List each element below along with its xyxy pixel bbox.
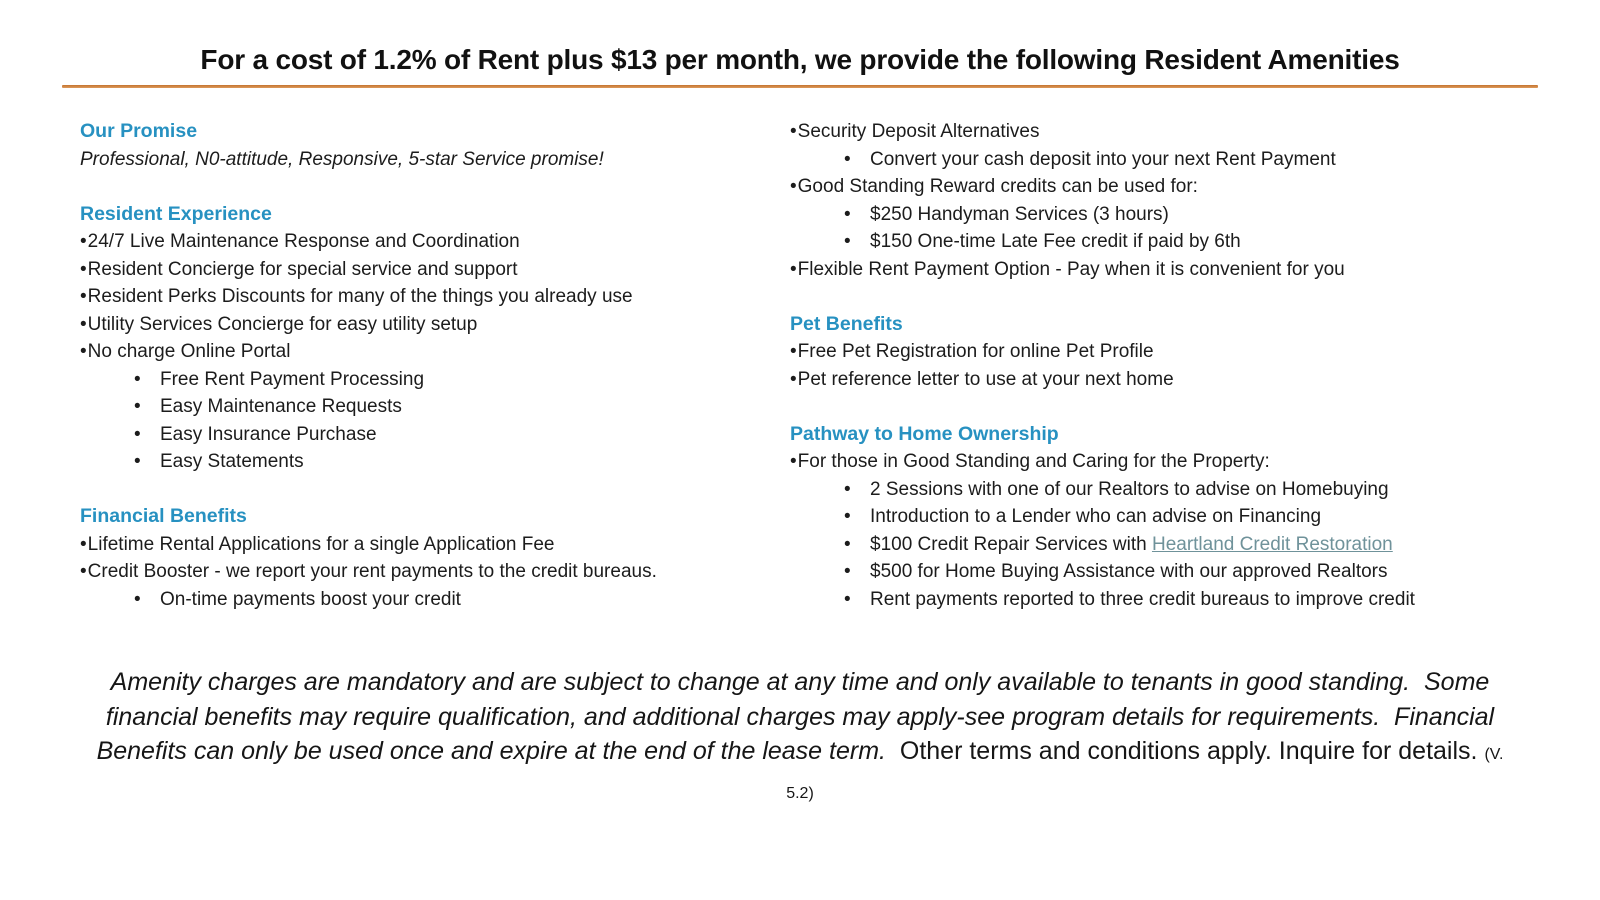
section-heading-pathway-to-home-ownership: Pathway to Home Ownership xyxy=(790,422,1059,445)
item-text: Convert your cash deposit into your next Rent Payment xyxy=(870,148,1336,170)
item-text: $250 Handyman Services (3 hours) xyxy=(870,203,1169,225)
section-pet-benefits xyxy=(790,311,1560,394)
item-text: Easy Maintenance Requests xyxy=(160,396,402,417)
item-text: Resident Concierge for special service and support xyxy=(87,258,518,280)
bullet-item xyxy=(80,256,790,284)
sub-bullet-item xyxy=(790,228,1560,256)
item-text: $100 Credit Repair Services with xyxy=(870,533,1152,555)
section-financial-benefits xyxy=(80,503,790,613)
bullet-marker-icon: • xyxy=(844,203,851,225)
bullet-marker-icon: • xyxy=(80,286,87,307)
disclaimer-paragraph xyxy=(0,665,1600,811)
item-text: Security Deposit Alternatives xyxy=(797,121,1040,142)
title-underline-rule xyxy=(62,85,1538,88)
disclaimer-italic-text: Amenity charges are mandatory and are subject to change at any time and only available to tenants in good standing. Some financial benefits may require qualification, and additional charges may apply-see program details for requirements. Financial Benefits can only be used once and expire at the end of the lease term. xyxy=(96,668,1502,765)
item-text: Credit Booster - we report your rent payments to the credit bureaus. xyxy=(87,561,657,582)
bullet-marker-icon: • xyxy=(844,478,851,500)
sub-bullet-item xyxy=(790,476,1560,504)
sub-bullet-item xyxy=(790,586,1560,614)
heartland-credit-restoration-link[interactable]: Heartland Credit Restoration xyxy=(1151,533,1393,555)
bullet-marker-icon: • xyxy=(134,423,141,445)
bullet-marker-icon: • xyxy=(134,588,141,610)
section-heading-our-promise: Our Promise xyxy=(80,120,198,142)
sub-bullet-item xyxy=(790,558,1560,586)
bullet-item xyxy=(790,118,1560,146)
item-text: Rent payments reported to three credit bureaus to improve credit xyxy=(870,588,1415,610)
sub-bullet-item xyxy=(80,393,790,421)
bullet-item xyxy=(80,558,790,586)
sub-bullet-item xyxy=(80,586,790,614)
sub-bullet-item xyxy=(80,421,790,449)
right-column xyxy=(790,118,1600,613)
bullet-marker-icon: • xyxy=(134,368,141,390)
item-text: Utility Services Concierge for easy utility setup xyxy=(87,313,478,335)
bullet-marker-icon: • xyxy=(790,368,797,390)
section-heading-pet-benefits: Pet Benefits xyxy=(790,312,903,335)
item-text: For those in Good Standing and Caring for the Property: xyxy=(797,451,1270,472)
item-text: Pet reference letter to use at your next home xyxy=(797,368,1174,390)
item-text: 24/7 Live Maintenance Response and Coordination xyxy=(87,231,520,252)
version-label: (V. 5.2) xyxy=(786,746,1508,802)
sub-bullet-item xyxy=(80,448,790,476)
text-line xyxy=(80,146,790,174)
bullet-marker-icon: • xyxy=(844,588,851,610)
bullet-marker-icon: • xyxy=(80,258,87,280)
bullet-item xyxy=(80,338,790,366)
item-text: Flexible Rent Payment Option - Pay when it is convenient for you xyxy=(797,258,1345,280)
item-text: Free Pet Registration for online Pet Profile xyxy=(797,341,1154,362)
section-heading-financial-benefits: Financial Benefits xyxy=(80,505,247,527)
bullet-item xyxy=(80,228,790,256)
bullet-marker-icon: • xyxy=(80,561,87,582)
bullet-marker-icon: • xyxy=(80,341,87,362)
bullet-marker-icon: • xyxy=(80,533,87,555)
item-text: Easy Insurance Purchase xyxy=(160,423,377,445)
section-pathway-to-home-ownership xyxy=(790,421,1560,614)
sub-bullet-item xyxy=(790,146,1560,174)
bullet-item xyxy=(80,531,790,559)
bullet-item xyxy=(80,283,790,311)
disclaimer-normal-text: Other terms and conditions apply. Inquire for details. xyxy=(885,737,1485,765)
bullet-marker-icon: • xyxy=(844,561,851,582)
bullet-item xyxy=(790,366,1560,394)
sub-bullet-item xyxy=(790,503,1560,531)
section-resident-experience xyxy=(80,201,790,476)
content-columns xyxy=(0,118,1600,613)
bullet-item xyxy=(790,256,1560,284)
item-text: Resident Perks Discounts for many of the things you already use xyxy=(87,286,633,307)
section-untitled xyxy=(790,118,1560,283)
section-heading-resident-experience: Resident Experience xyxy=(80,202,272,225)
item-text: Professional, N0-attitude, Responsive, 5-star Service promise! xyxy=(80,148,604,170)
sub-bullet-item xyxy=(790,201,1560,229)
sub-bullet-item xyxy=(790,531,1560,559)
bullet-marker-icon: • xyxy=(790,451,797,472)
item-text: $500 for Home Buying Assistance with our approved Realtors xyxy=(870,561,1388,582)
item-text: Free Rent Payment Processing xyxy=(160,368,425,390)
bullet-marker-icon: • xyxy=(790,258,797,280)
bullet-item xyxy=(790,448,1560,476)
item-text: 2 Sessions with one of our Realtors to advise on Homebuying xyxy=(870,478,1389,500)
bullet-marker-icon: • xyxy=(80,231,87,252)
item-text: Lifetime Rental Applications for a single Application Fee xyxy=(87,533,555,555)
bullet-marker-icon: • xyxy=(844,148,851,170)
bullet-marker-icon: • xyxy=(134,451,141,472)
item-text: Easy Statements xyxy=(160,451,304,472)
page-title: For a cost of 1.2% of Rent plus $13 per month, we provide the following Resident Amenities xyxy=(200,44,1400,75)
bullet-marker-icon: • xyxy=(844,506,851,527)
bullet-item xyxy=(790,338,1560,366)
bullet-marker-icon: • xyxy=(790,176,797,197)
bullet-marker-icon: • xyxy=(790,121,797,142)
bullet-marker-icon: • xyxy=(134,396,141,417)
item-text: Introduction to a Lender who can advise on Financing xyxy=(870,506,1322,527)
left-column xyxy=(80,118,790,613)
bullet-marker-icon: • xyxy=(790,341,797,362)
bullet-item xyxy=(790,173,1560,201)
bullet-item xyxy=(80,311,790,339)
bullet-marker-icon: • xyxy=(844,231,851,252)
bullet-marker-icon: • xyxy=(844,533,851,555)
item-text: No charge Online Portal xyxy=(87,341,291,362)
item-text: On-time payments boost your credit xyxy=(160,588,461,610)
sub-bullet-item xyxy=(80,366,790,394)
item-text: $150 One-time Late Fee credit if paid by 6th xyxy=(870,231,1241,252)
bullet-marker-icon: • xyxy=(80,313,87,335)
item-text: Good Standing Reward credits can be used for: xyxy=(797,176,1198,197)
section-our-promise xyxy=(80,118,790,173)
